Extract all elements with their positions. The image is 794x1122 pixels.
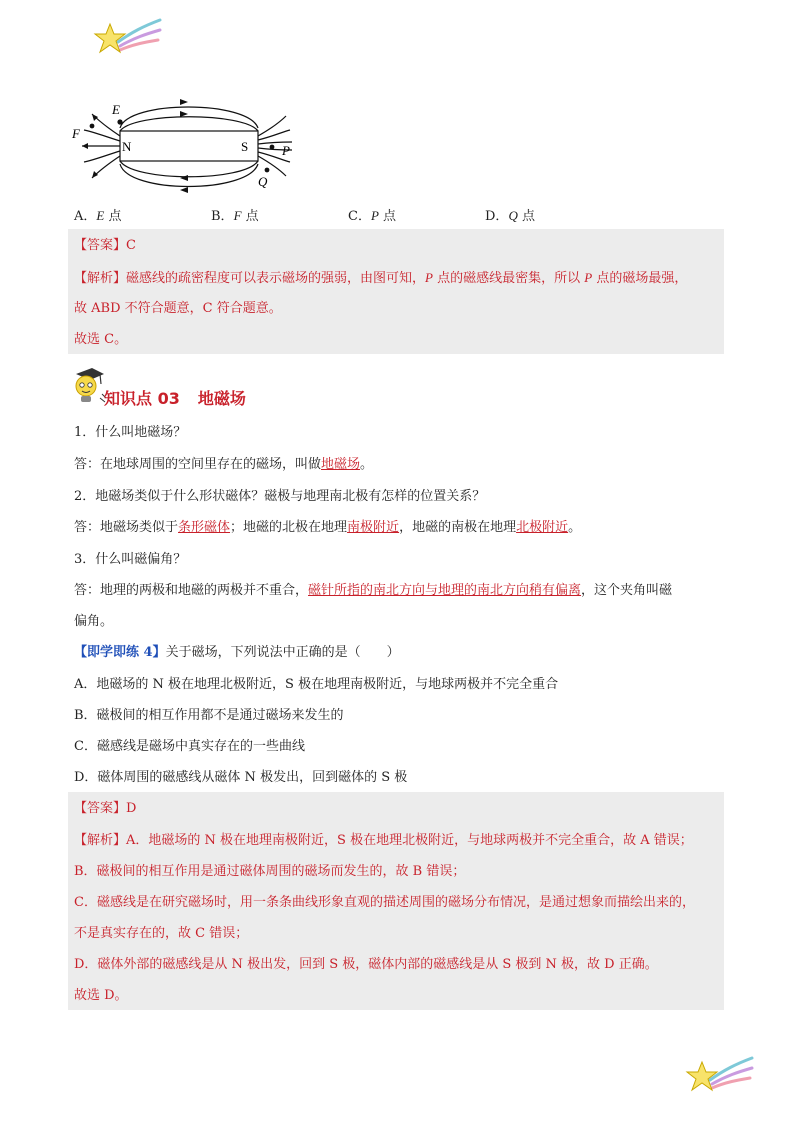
label-s: S xyxy=(241,139,249,154)
analysis-line-1: 【解析】A．地磁场的 N 极在地理南极附近，S 极在地理北极附近，与地球两极并不完全重合，故 A 错误； xyxy=(74,833,693,848)
analysis-line-4: 不是真实存在的，故 C 错误； xyxy=(74,926,249,941)
answer-text-2: 答：地磁场类似于条形磁体；地磁的北极在地理南极附近，地磁的南极在地理北极附近。 xyxy=(74,520,582,535)
analysis-line-1: 【解析】磁感线的疏密程度可以表示磁场的强弱，由图可知，P 点的磁感线最密集，所以 P 点的磁场最强， xyxy=(74,270,688,286)
magnetic-field-diagram xyxy=(68,98,300,196)
option-b: B．F 点 xyxy=(211,208,259,224)
label-p: P xyxy=(282,143,290,158)
label-q: Q xyxy=(258,174,268,189)
answer-box-1 xyxy=(68,229,724,354)
shooting-star-icon xyxy=(684,1052,756,1096)
answer-text-3: 答：地理的两极和地磁的两极并不重合，磁针所指的南北方向与地理的南北方向稍有偏离，这个夹角叫磁 xyxy=(74,583,673,598)
practice-question: 【即学即练 4】关于磁场，下列说法中正确的是（ ） xyxy=(74,645,400,660)
conclusion-line: 故选 C。 xyxy=(74,332,128,347)
practice-option-a: A．地磁场的 N 极在地理北极附近，S 极在地理南极附近，与地球两极并不完全重合 xyxy=(74,677,559,692)
analysis-line-2: B．磁极间的相互作用是通过磁体周围的磁场而发生的，故 B 错误； xyxy=(74,864,466,879)
option-a: A．E 点 xyxy=(74,208,122,224)
label-e: E xyxy=(112,102,120,117)
section-label: 知识点 03 xyxy=(104,389,180,408)
answer-text-1: 答：在地球周围的空间里存在的磁场，叫做地磁场。 xyxy=(74,457,374,472)
option-c: C．P 点 xyxy=(348,208,397,224)
analysis-line-5: D．磁体外部的磁感线是从 N 极出发，回到 S 极，磁体内部的磁感线是从 S 极到 N 极，故 D 正确。 xyxy=(74,957,658,972)
question-2: 2．地磁场类似于什么形状磁体？磁极与地理南北极有怎样的位置关系？ xyxy=(74,489,486,504)
section-title: 地磁场 xyxy=(197,389,246,408)
analysis-line-2: 故 ABD 不符合题意，C 符合题意。 xyxy=(74,301,282,316)
question-1: 1．什么叫地磁场？ xyxy=(74,425,187,440)
shooting-star-icon xyxy=(92,16,164,58)
answer-box-2 xyxy=(68,792,724,1010)
question-3: 3．什么叫磁偏角？ xyxy=(74,552,187,567)
answer-line: 【答案】D xyxy=(74,801,137,816)
label-f: F xyxy=(72,126,80,141)
lightbulb-scholar-icon xyxy=(70,364,106,408)
section-heading xyxy=(104,386,246,409)
option-d: D．Q 点 xyxy=(485,208,535,224)
practice-option-b: B．磁极间的相互作用都不是通过磁场来发生的 xyxy=(74,708,344,723)
conclusion-line: 故选 D。 xyxy=(74,988,128,1003)
answer-line: 【答案】C xyxy=(74,238,136,253)
practice-option-d: D．磁体周围的磁感线从磁体 N 极发出，回到磁体的 S 极 xyxy=(74,770,408,785)
practice-option-c: C．磁感线是磁场中真实存在的一些曲线 xyxy=(74,739,305,754)
answer-text-3-cont: 偏角。 xyxy=(74,614,114,629)
label-n: N xyxy=(122,139,132,154)
analysis-line-3: C．磁感线是在研究磁场时，用一条条曲线形象直观的描述周围的磁场分布情况，是通过想象而描绘出来的， xyxy=(74,895,695,910)
